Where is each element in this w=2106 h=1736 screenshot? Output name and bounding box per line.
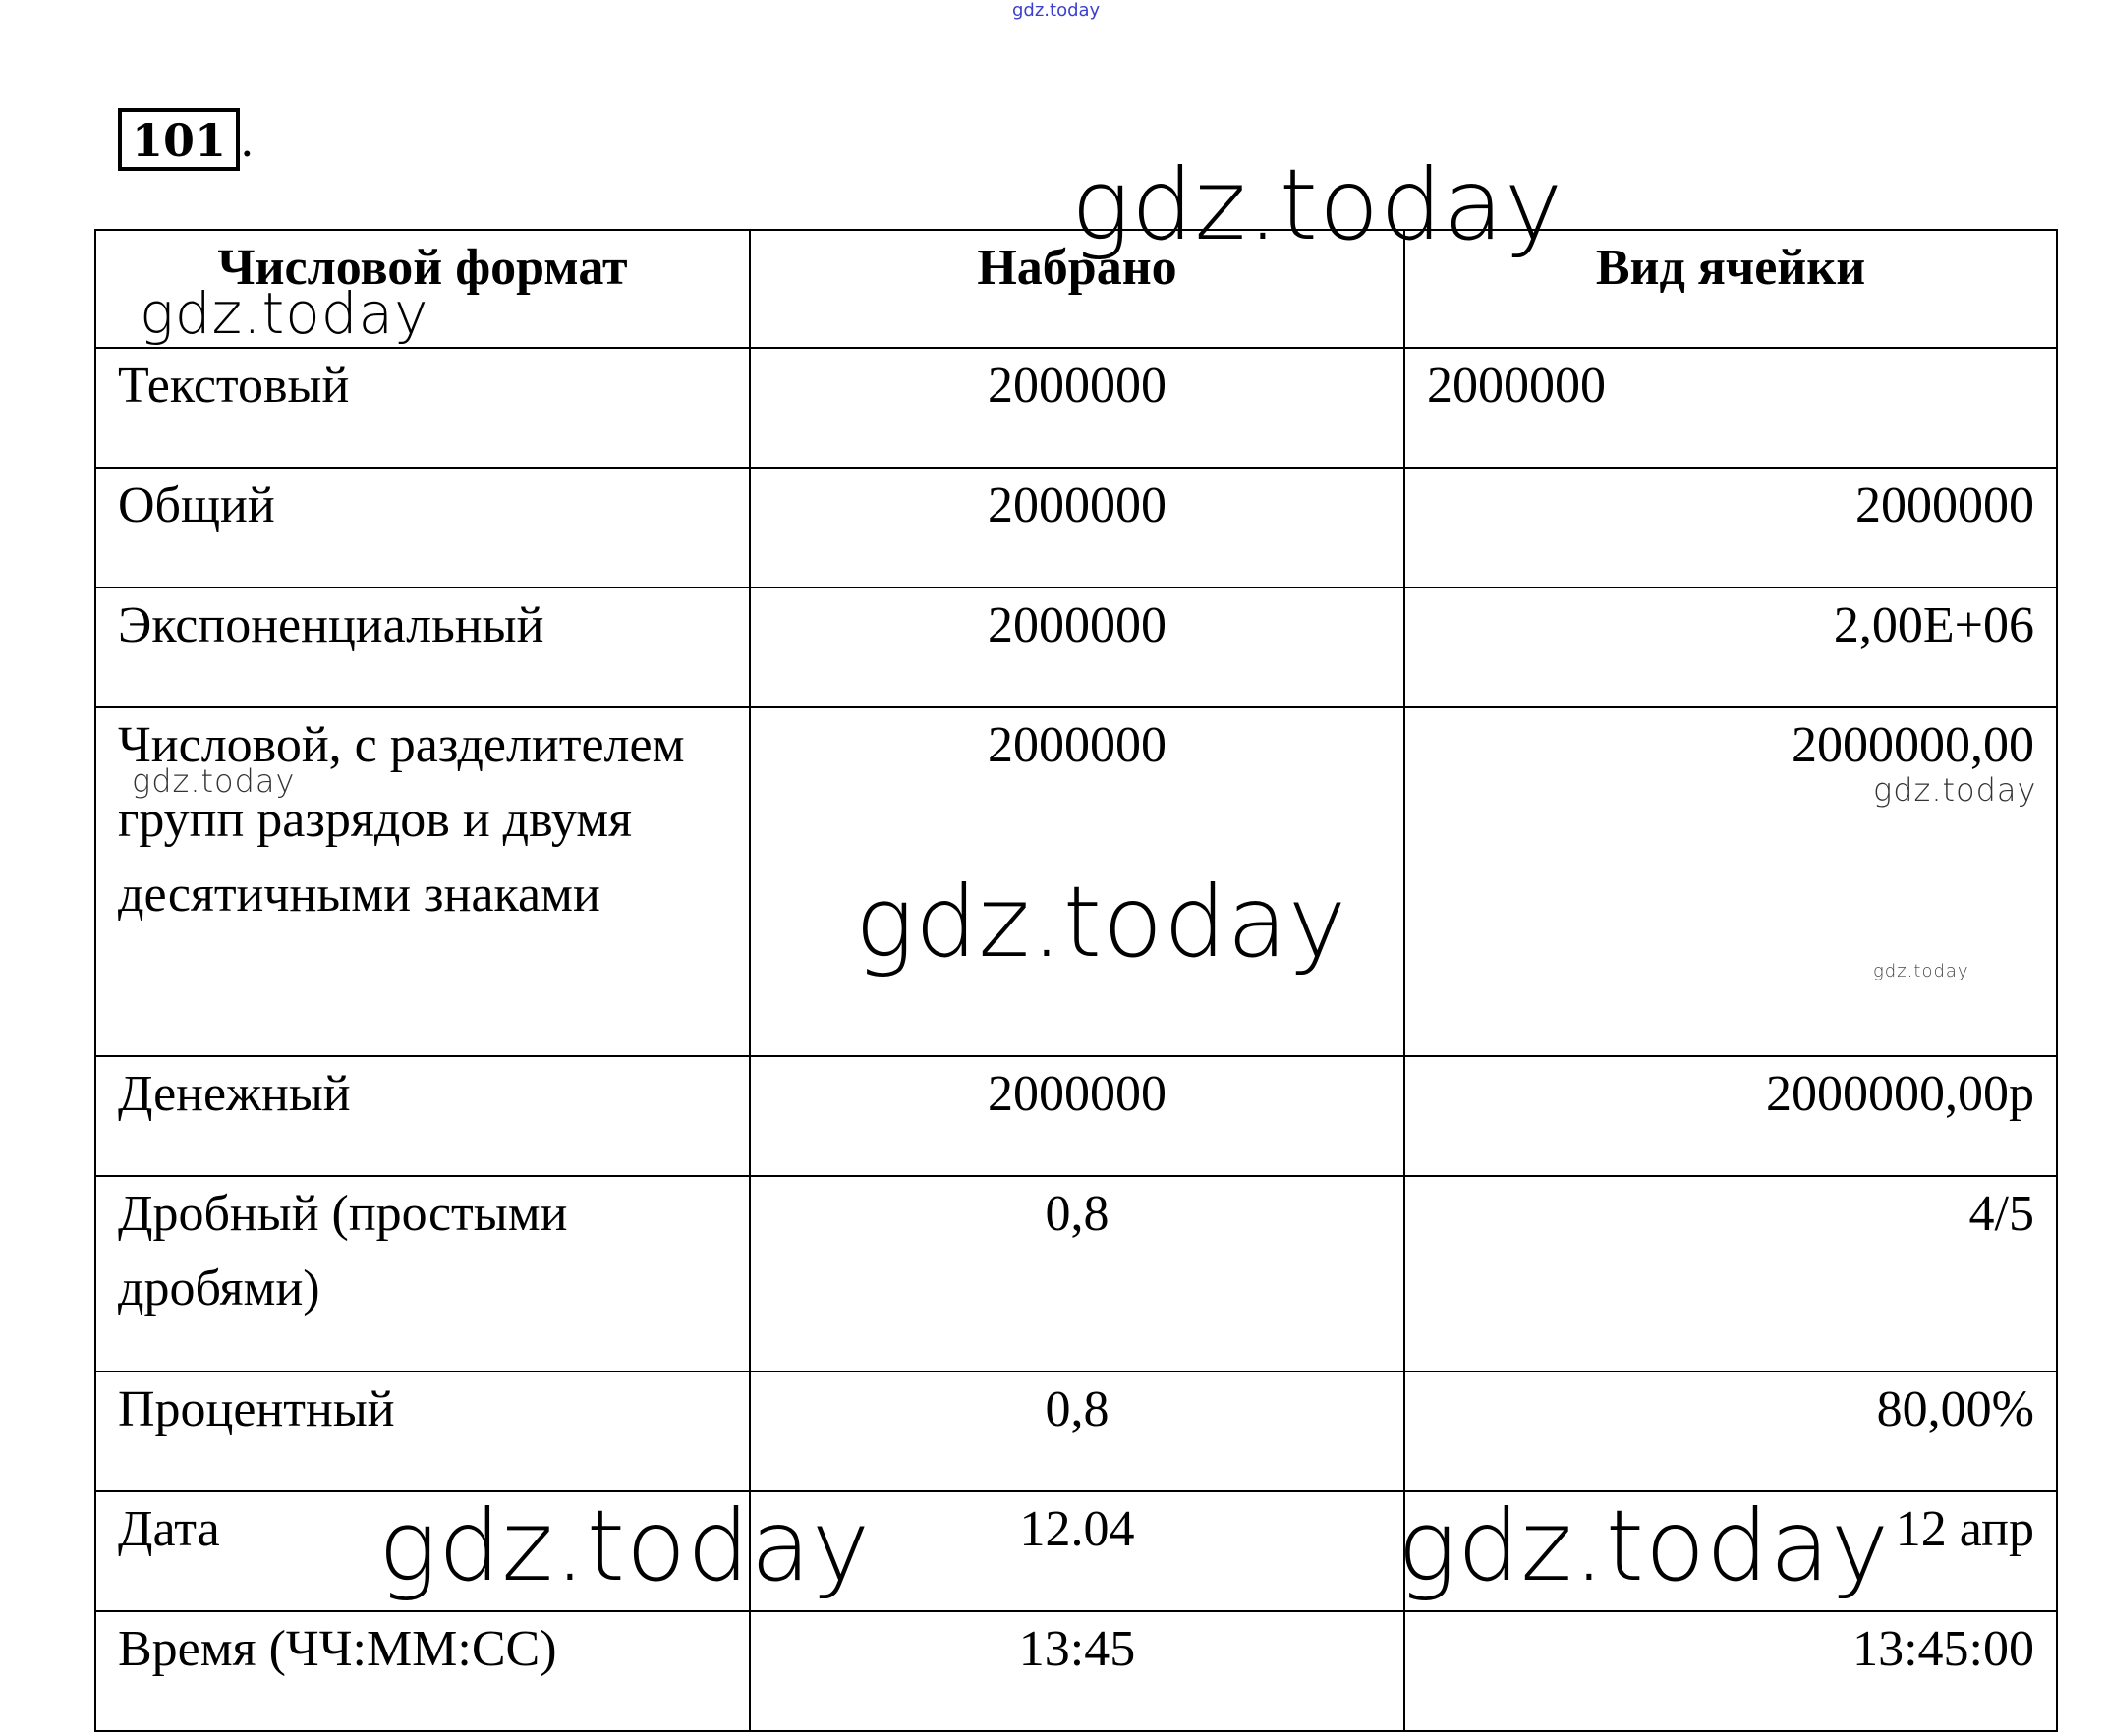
cell-view: 2000000 [1404,468,2057,588]
table-row [95,588,2057,707]
cell-format: Процентный [95,1372,750,1491]
task-number [118,108,255,171]
cell-typed: 12.04 [750,1491,1404,1611]
task-number-dot: . [240,114,255,167]
cell-format: Числовой, с разделителем групп разрядов и двумя десятичными знаками [95,707,750,1056]
watermark: gdz.today [1873,771,2037,809]
watermark: gdz.today [378,1488,872,1603]
table-row [95,707,2057,1056]
watermark: gdz.today [1873,961,1969,981]
cell-typed: 2000000 [750,588,1404,707]
cell-view: 80,00% [1404,1372,2057,1491]
watermark: gdz.today [855,865,1348,980]
cell-view: 2000000,00 [1404,707,2057,1056]
task-number-value: 101 [132,114,227,167]
cell-format: Экспоненциальный [95,588,750,707]
table-row [95,468,2057,588]
table-row [95,1611,2057,1731]
number-formats-table [94,229,2058,1732]
table-row [95,1491,2057,1611]
cell-format: Дробный (простыми дробями) [95,1176,750,1372]
top-watermark: gdz.today [1012,0,1101,21]
header-typed: Набрано [750,230,1404,348]
cell-format: Текстовый [95,348,750,468]
cell-typed: 2000000 [750,1056,1404,1176]
watermark: gdz.today [140,280,429,347]
table-header-row [95,230,2057,348]
watermark: gdz.today [1397,1488,1891,1603]
cell-view: 2,00E+06 [1404,588,2057,707]
task-number-box [118,108,240,171]
header-view: Вид ячейки [1404,230,2057,348]
cell-view: 2000000,00р [1404,1056,2057,1176]
cell-format: Время (ЧЧ:ММ:СС) [95,1611,750,1731]
table-row [95,1056,2057,1176]
cell-format: Денежный [95,1056,750,1176]
cell-typed: 2000000 [750,468,1404,588]
cell-format: Дата [95,1491,750,1611]
table-row [95,1372,2057,1491]
cell-format: Общий [95,468,750,588]
table-row [95,1176,2057,1372]
cell-typed: 0,8 [750,1372,1404,1491]
table-row [95,348,2057,468]
cell-typed: 13:45 [750,1611,1404,1731]
cell-view: 2000000 [1404,348,2057,468]
cell-typed: 2000000 [750,707,1404,1056]
header-format: Числовой формат [95,230,750,348]
watermark: gdz.today [132,762,296,800]
cell-view: 13:45:00 [1404,1611,2057,1731]
cell-typed: 2000000 [750,348,1404,468]
cell-view: 4/5 [1404,1176,2057,1372]
cell-typed: 0,8 [750,1176,1404,1372]
watermark: gdz.today [1071,147,1565,262]
cell-view: 12 апр [1404,1491,2057,1611]
